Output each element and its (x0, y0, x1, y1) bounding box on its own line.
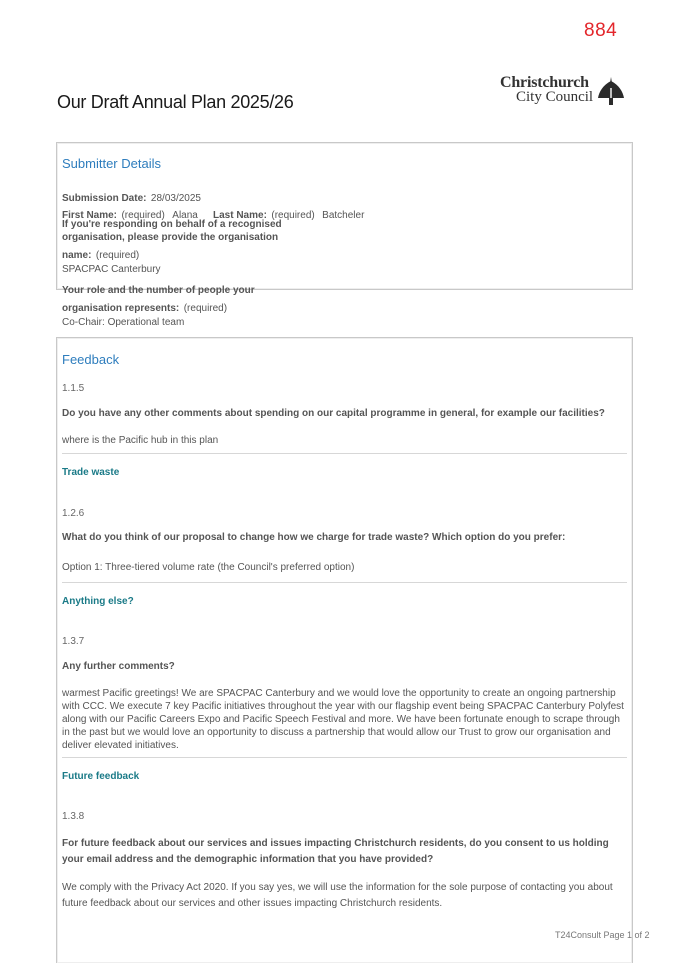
first-name-required: (required) (121, 210, 165, 221)
submission-date-row (62, 188, 201, 206)
answer-text: Option 1: Three-tiered volume rate (the Council's preferred option) (62, 562, 355, 573)
role-required: (required) (183, 303, 228, 314)
question-text: Do you have any other comments about spending on our capital programme in general, for example our facilities? (62, 408, 605, 419)
answer-text: We comply with the Privacy Act 2020. If you say yes, we will use the information for the sole purpose of contacting you about future feedback about our services and other issues impacting Christchurch residents. (62, 882, 613, 909)
section-heading-trade-waste: Trade waste (62, 467, 120, 478)
last-name-label: Last Name: (213, 210, 267, 221)
question-number: 1.1.5 (62, 383, 85, 394)
council-logo (500, 74, 630, 110)
divider (62, 582, 627, 583)
divider (62, 757, 627, 758)
role-answer-value: Co-Chair: Operational team (62, 317, 185, 328)
submission-date-label: Submission Date: (62, 193, 147, 204)
first-name-value: Alana (172, 210, 198, 221)
org-required: (required) (95, 250, 140, 261)
question-number: 1.3.8 (62, 811, 85, 822)
role-question-line-2 (62, 298, 227, 316)
cathedral-logo-icon (596, 76, 626, 106)
document-title: Our Draft Annual Plan 2025/26 (57, 92, 294, 112)
org-question-line-1: If you're responding on behalf of a recognised (62, 219, 282, 230)
question-number: 1.2.6 (62, 508, 85, 519)
question-text: Any further comments? (62, 661, 175, 672)
role-question-end: organisation represents: (62, 303, 180, 314)
org-name-value: SPACPAC Canterbury (62, 264, 161, 275)
page-number: 884 (584, 20, 618, 41)
section-heading-anything-else: Anything else? (62, 596, 134, 607)
answer-text: warmest Pacific greetings! We are SPACPAC Canterbury and we would love the opportunity to create an ongoing partnership with CCC. We execute 7 key Pacific initiatives throughout the year with our flagship event being SPACPAC Canterbury Polyfest along with our Pacific Careers Expo and Pacific Speech Festival and more. We have been fortunate enough to scrape through in the past but we would love an opportunity to discuss a partnership that would allow our Trust to grow our organisation and deliver elevated initiatives. (62, 688, 624, 751)
submission-date-value: 28/03/2025 (150, 193, 201, 204)
org-question-line-2: organisation, please provide the organisation (62, 232, 279, 243)
section-heading-future-feedback: Future feedback (62, 771, 140, 782)
question-number: 1.3.7 (62, 636, 85, 647)
answer-text: where is the Pacific hub in this plan (62, 435, 219, 446)
logo-name: Christchurch (500, 74, 589, 91)
feedback-heading: Feedback (62, 352, 120, 367)
feedback-panel (56, 337, 633, 963)
first-name-label: First Name: (62, 210, 118, 221)
page-footer: T24Consult Page 1 of 2 (555, 930, 650, 940)
divider (62, 453, 627, 454)
last-name-required: (required) (271, 210, 315, 221)
logo-subname: City Council (516, 89, 594, 105)
question-text: What do you think of our proposal to change how we charge for trade waste? Which option do you prefer: (62, 532, 566, 543)
last-name-value: Batcheler (322, 210, 365, 221)
org-question-line-3 (62, 245, 139, 263)
org-question-end: name: (62, 250, 92, 261)
submitter-details-heading: Submitter Details (62, 156, 161, 171)
role-question-line-1: Your role and the number of people your (62, 285, 255, 296)
question-text: For future feedback about our services and issues impacting Christchurch residents, do you consent to us holding your email address and the demographic information that you have provided? (62, 838, 609, 865)
